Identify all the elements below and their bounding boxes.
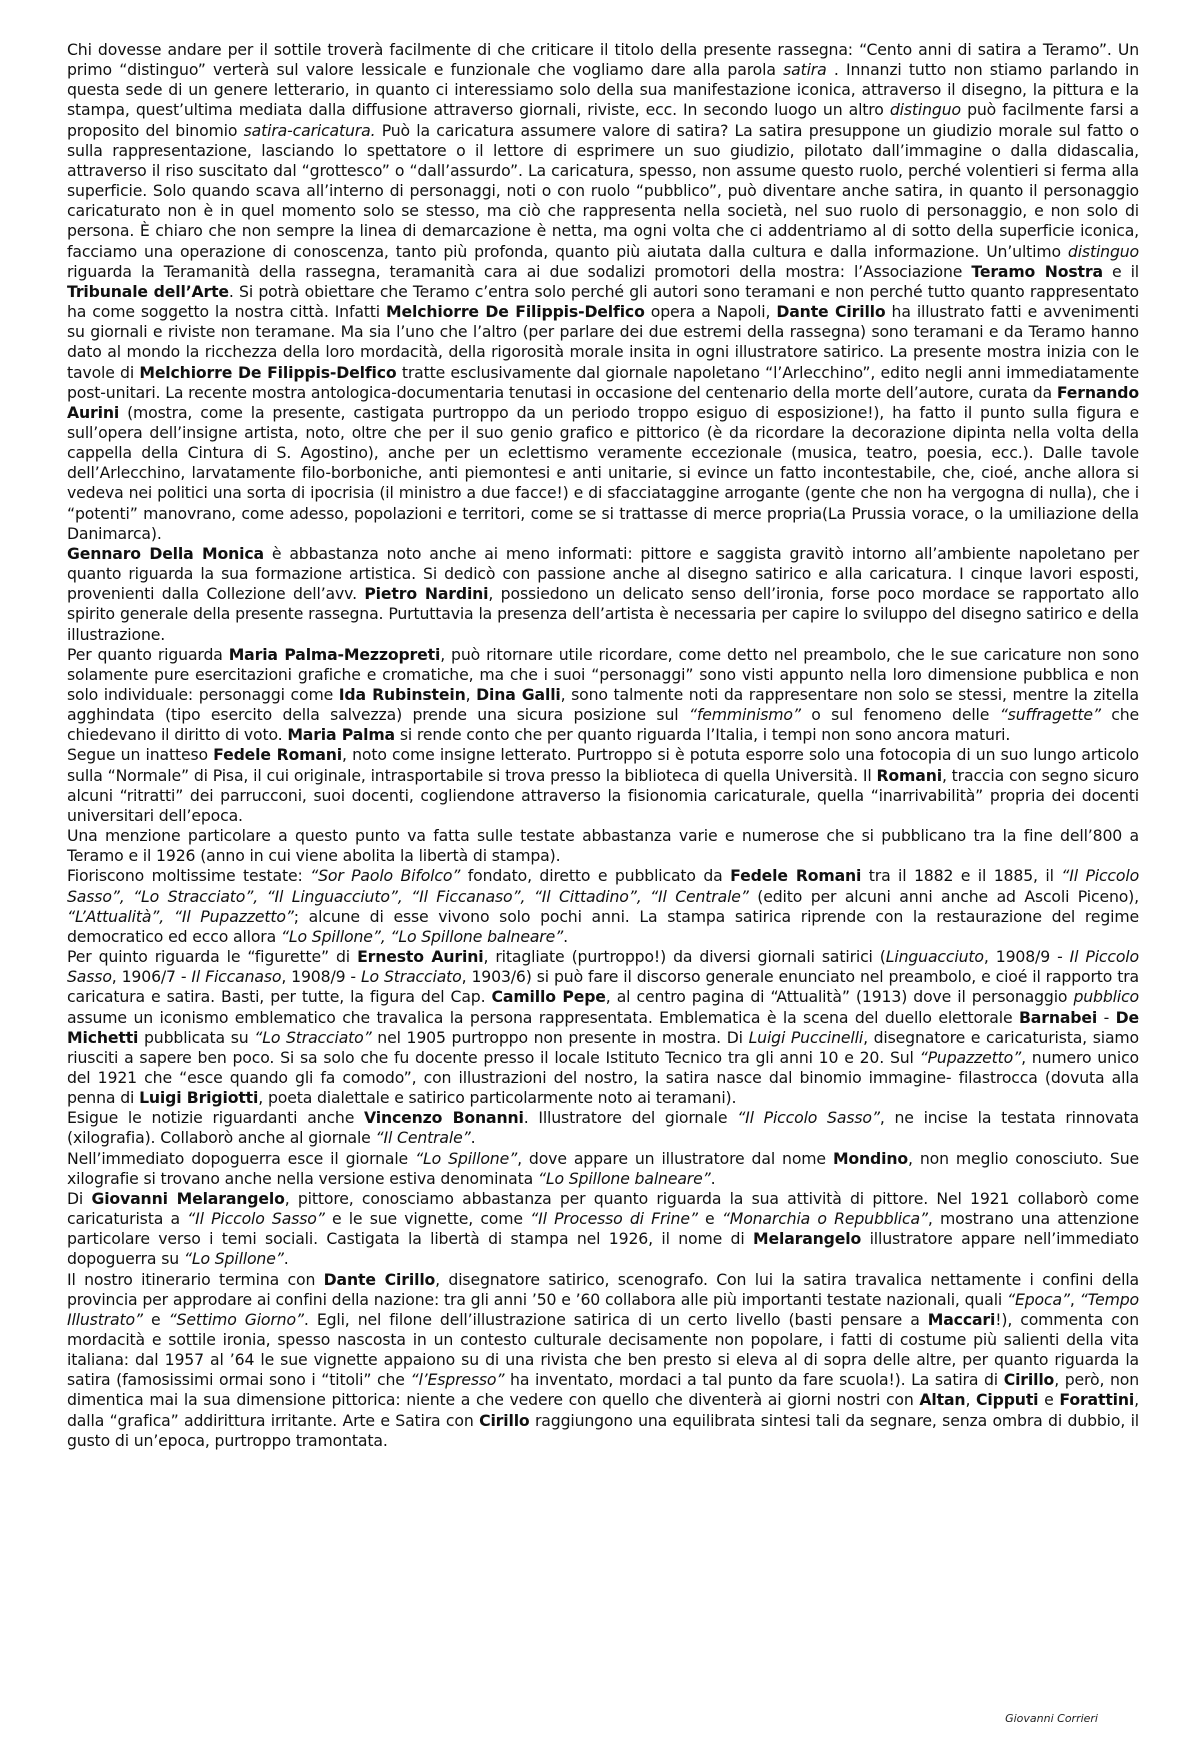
text-run: raggiungono una equilibrata sintesi tali da segnare, senza ombra di dubbio, il gusto di un’epoca, purtroppo tramontata. bbox=[67, 1410, 1140, 1450]
text-run: - bbox=[1097, 1007, 1116, 1027]
text-run: si rende conto che per quanto riguarda l’Italia, i tempi non sono ancora maturi. bbox=[395, 725, 1011, 745]
bold-text: Giovanni Melarangelo bbox=[91, 1188, 285, 1208]
bold-text: Cipputi bbox=[976, 1390, 1039, 1410]
text-run: Nell’immediato dopoguerra esce il giornale bbox=[67, 1148, 416, 1168]
text-run: Fioriscono moltissime testate: bbox=[67, 866, 311, 886]
italic-text: satira-caricatura. bbox=[243, 120, 376, 140]
article-body bbox=[67, 40, 1139, 1451]
italic-text: “Il Centrale” bbox=[375, 1128, 471, 1148]
article-paragraph bbox=[67, 645, 1139, 746]
text-run: . Illustratore del giornale bbox=[523, 1108, 738, 1128]
text-run: , disegnatore e caricaturista, siamo riusciti a sapere ben poco. Si sa solo che fu docente presso il locale Istituto Tecnico tra gli anni 10 e 20. Sul bbox=[67, 1027, 1139, 1067]
text-run: ha inventato, mordaci a tal punto da fare scuola!). La satira di bbox=[504, 1370, 1004, 1390]
text-run: tratte esclusivamente dal giornale napoletano “l’Arlecchino”, edito negli anni immediatamente post-unitari. La recente mostra antologica-documentaria tenutasi in occasione del centenario della morte dell’autore, curata da bbox=[67, 362, 1139, 402]
italic-text: “Epoca” bbox=[1006, 1289, 1070, 1309]
text-run: , dove appare un illustratore dal nome bbox=[517, 1148, 833, 1168]
italic-text: pubblico bbox=[1073, 987, 1139, 1007]
article-paragraph bbox=[67, 947, 1139, 1108]
italic-text: “Il Piccolo Sasso”, “Lo Stracciato”, “Il Linguacciuto”, “Il Ficcanaso”, “Il Cittadino”, “Il Centrale” bbox=[67, 866, 1140, 906]
italic-text: “Lo Spillone balneare” bbox=[537, 1168, 711, 1188]
text-run: , traccia con segno sicuro alcuni “ritratti” dei parrucconi, suoi docenti, cogliendone attraverso la fisionomia caricaturale, quella “inarrivabilità” propria dei docenti universitari dell’epoca. bbox=[67, 765, 1139, 825]
bold-text: Gennaro Della Monica bbox=[67, 543, 264, 563]
italic-text: “Settimo Giorno” bbox=[168, 1309, 304, 1329]
bold-text: Fedele Romani bbox=[730, 866, 862, 886]
text-run: che chiedevano il diritto di voto. bbox=[67, 705, 1140, 745]
text-run: , bbox=[465, 685, 477, 704]
text-run: , non meglio conosciuto. Sue xilografie si trovano anche nella versione estiva denominata bbox=[67, 1148, 1139, 1188]
italic-text: satira bbox=[783, 60, 827, 80]
bold-text: Altan bbox=[919, 1390, 966, 1410]
bold-text: De Michetti bbox=[67, 1007, 1139, 1047]
text-run: , bbox=[965, 1390, 977, 1410]
text-run: (edito per alcuni anni anche ad Ascoli Piceno), bbox=[748, 886, 1139, 906]
text-run: Chi dovesse andare per il sottile troverà facilmente di che criticare il titolo della presente rassegna: “Cento anni di satira a Teramo”. Un primo “distinguo” verterà sul valore lessicale e funzionale che vogliamo dare alla parola bbox=[67, 40, 1139, 80]
text-run: . bbox=[710, 1168, 716, 1188]
italic-text: “Lo Spillone”, “Lo Spillone balneare” bbox=[280, 926, 564, 946]
bold-text: Maccari bbox=[927, 1309, 996, 1329]
text-run: , poeta dialettale e satirico particolarmente noto ai teramani). bbox=[258, 1088, 737, 1108]
bold-text: Luigi Brigiotti bbox=[139, 1088, 259, 1108]
text-run: , può ritornare utile ricordare, come detto nel preambolo, che le sue caricature non sono solamente pure esercitazioni grafiche e cromatiche, ma che i suoi “personaggi” sono visti appunto nella loro dimensione pubblica e non solo individuale: personaggi come bbox=[67, 644, 1140, 704]
text-run: . Si potrà obiettare che Teramo c’entra solo perché gli autori sono teramani e non perché tutto quanto rappresentato ha come soggetto la nostra città. Infatti bbox=[67, 281, 1139, 322]
text-run: . bbox=[563, 926, 568, 946]
text-run: . Innanzi tutto non stiamo parlando in questa sede di un genere letterario, in quanto ci interessiamo solo della sua manifestazione iconica, attraverso il disegno, la pittura e la stampa, quest’ultima mediata dalla diffusione attraverso giornali, riviste, ecc. In secondo luogo un altro bbox=[67, 60, 1139, 120]
text-run: Per quinto riguarda le “figurette” di bbox=[67, 947, 358, 967]
text-run: Può la caricatura assumere valore di satira? La satira presuppone un giudizio morale sul fatto o sulla rappresentazione, lasciando lo spettatore o il lettore di esprimere un suo giudizio, pilotato dall’immagine o dalla didascalia, attraverso il riso suscitato dal “grottesco” o “dall’assurdo”. La caricatura, spesso, non assume questo ruolo, perché volentieri si ferma alla superficie. Solo quando scava all’interno di personaggi, noti o con ruolo “pubblico”, può diventare anche satira, in quanto il personaggio caricaturato non è in quel momento solo se stesso, ma ciò che rappresenta nella società, nel suo ruolo di personaggio, e non solo di persona. È chiaro che non sempre la linea di demarcazione è netta, ma ogni volta che ci addentriamo al di sotto della superficie iconica, facciamo una operazione di conoscenza, tanto più profonda, quanto più aiutata dalla cultura e dalla informazione. Un’ultimo bbox=[67, 120, 1139, 261]
bold-text: Melarangelo bbox=[753, 1229, 862, 1249]
text-run: , noto come insigne letterato. Purtroppo si è potuta esporre solo una fotocopia di un suo lungo articolo sulla “Normale” di Pisa, il cui originale, intrasportabile si trova presso la biblioteca di quella Università. Il bbox=[67, 745, 1139, 785]
bold-text: Dante Cirillo bbox=[776, 302, 886, 322]
bold-text: Fernando Aurini bbox=[67, 382, 1140, 422]
text-run: illustratore appare nell’immediato dopoguerra su bbox=[67, 1229, 1139, 1269]
bold-text: Dante Cirillo bbox=[323, 1269, 436, 1289]
article-paragraph bbox=[67, 745, 1139, 826]
text-run: , però, non dimentica mai la sua dimensione pittorica: niente a che vedere con quello che diventerà ai giorni nostri con bbox=[67, 1370, 1139, 1410]
text-run: nel 1905 purtroppo non presente in mostra. Di bbox=[371, 1027, 749, 1047]
italic-text: “l’Espresso” bbox=[410, 1370, 505, 1390]
text-run: Di bbox=[67, 1188, 92, 1208]
text-run: Il nostro itinerario termina con bbox=[67, 1269, 324, 1289]
italic-text: “Pupazzetto” bbox=[919, 1047, 1022, 1067]
italic-text: “femminismo” bbox=[688, 705, 801, 725]
text-run: e bbox=[142, 1309, 169, 1329]
bold-text: Cirillo bbox=[1003, 1370, 1055, 1390]
italic-text: “Lo Spillone” bbox=[183, 1249, 284, 1269]
text-run: Una menzione particolare a questo punto va fatta sulle testate abbastanza varie e numerose che si pubblicano tra la fine dell’800 a Teramo e il 1926 (anno in cui viene abolita la libertà di stampa). bbox=[67, 826, 1139, 866]
text-run: e bbox=[1038, 1390, 1060, 1410]
text-run: e le sue vignette, come bbox=[324, 1209, 531, 1229]
text-run: , mostrano una attenzione particolare verso i temi sociali. Castigata la libertà di stampa nel 1926, il nome di bbox=[67, 1209, 1139, 1249]
text-run: assume un iconismo emblematico che travalica la persona rappresentata. Emblematica è la scena del duello elettorale bbox=[67, 1007, 1019, 1027]
italic-text: “suffragette” bbox=[999, 705, 1101, 725]
text-run: può facilmente farsi a proposito del binomio bbox=[67, 100, 1139, 140]
text-run: Esigue le notizie riguardanti anche bbox=[67, 1108, 365, 1128]
text-run: , disegnatore satirico, scenografo. Con lui la satira travalica nettamente i confini della provincia per approdare ai confini della nazione: tra gli anni ’50 e ’60 collabora alle più importanti testate nazionali, quali bbox=[67, 1269, 1139, 1309]
bold-text: Mondino bbox=[832, 1148, 908, 1168]
italic-text: Il Ficcanaso bbox=[191, 967, 282, 987]
text-run: , pittore, conosciamo abbastanza per quanto riguarda la sua attività di pittore. Nel 1921 collaborò come caricaturista a bbox=[67, 1188, 1139, 1229]
text-run: e il bbox=[1102, 261, 1140, 281]
text-run: . bbox=[470, 1128, 476, 1148]
italic-text: distinguo bbox=[889, 100, 961, 120]
text-run: , ne incise la testata rinnovata (xilografia). Collaborò anche al giornale bbox=[67, 1108, 1139, 1148]
italic-text: “L’Attualità”, “Il Pupazzetto” bbox=[67, 906, 294, 926]
italic-text: “Sor Paolo Bifolco” bbox=[310, 866, 461, 886]
bold-text: Melchiorre De Filippis-Delfico bbox=[139, 362, 397, 382]
italic-text: Linguacciuto bbox=[885, 947, 984, 967]
italic-text: “Lo Spillone” bbox=[415, 1148, 518, 1168]
bold-text: Romani bbox=[876, 765, 942, 785]
bold-text: Cirillo bbox=[479, 1410, 530, 1430]
text-run: . Egli, nel filone dell’illustrazione satirica di un certo livello (basti pensare a bbox=[303, 1309, 928, 1329]
italic-text: “Lo Stracciato” bbox=[254, 1027, 372, 1047]
article-paragraph bbox=[67, 826, 1139, 866]
italic-text: Luigi Puccinelli bbox=[748, 1027, 864, 1047]
article-paragraph bbox=[67, 40, 1139, 544]
italic-text: “Il Processo di Frine” bbox=[530, 1209, 698, 1229]
bold-text: Tribunale dell’Arte bbox=[67, 281, 229, 301]
bold-text: Maria Palma bbox=[287, 725, 395, 745]
text-run: , possiedono un delicato senso dell’ironia, forse poco mordace se rapportato allo spirito generale della presente rassegna. Purtuttavia la presenza dell’artista è necessaria per capire lo sviluppo del disegno satirico e della illustrazione. bbox=[67, 584, 1139, 644]
article-paragraph bbox=[67, 544, 1139, 645]
text-run: , 1903/6) si può fare il discorso generale enunciato nel preambolo, e cioé il rapporto tra caricatura e satira. Basti, per tutte, la figura del Cap. bbox=[67, 967, 1139, 1007]
text-run: opera a Napoli, bbox=[644, 302, 777, 322]
bold-text: Pietro Nardini bbox=[364, 584, 489, 604]
bold-text: Fedele Romani bbox=[213, 745, 343, 765]
italic-text: “Tempo Illustrato” bbox=[67, 1289, 1139, 1329]
text-run: , 1908/9 - bbox=[983, 947, 1070, 967]
text-run: , dalla “grafica” addirittura irritante. Arte e Satira con bbox=[67, 1390, 1139, 1430]
italic-text: Lo Stracciato bbox=[360, 967, 462, 987]
text-run: , bbox=[1069, 1289, 1080, 1309]
text-run: , 1908/9 - bbox=[281, 967, 361, 987]
text-run: pubblicata su bbox=[138, 1027, 255, 1047]
text-run: , ritagliate (purtroppo!) da diversi giornali satirici ( bbox=[483, 947, 886, 967]
bold-text: Forattini bbox=[1059, 1390, 1135, 1410]
bold-text: Dina Galli bbox=[476, 685, 561, 704]
article-paragraph bbox=[67, 1189, 1139, 1270]
text-run: , 1906/7 - bbox=[111, 967, 192, 987]
text-run: tra il 1882 e il 1885, il bbox=[861, 866, 1062, 886]
text-run: o sul fenomeno delle bbox=[800, 705, 1000, 725]
italic-text: “Il Piccolo Sasso” bbox=[737, 1108, 880, 1128]
text-run: . bbox=[283, 1249, 289, 1269]
bold-text: Ernesto Aurini bbox=[357, 947, 484, 967]
text-run: , numero unico del 1921 che “esce quando gli fa comodo”, con illustrazioni del nostro, la satira nasce dal binomio immagine- filastrocca (dovuta alla penna di bbox=[67, 1047, 1139, 1108]
text-run: è abbastanza noto anche ai meno informati: pittore e saggista gravitò intorno all’ambiente napoletano per quanto riguarda la sua formazione artistica. Si dedicò con passione anche al disegno satirico e alla caricatura. I cinque lavori esposti, provenienti dalla Collezione dell’avv. bbox=[67, 543, 1139, 604]
article-paragraph bbox=[67, 1149, 1139, 1189]
italic-text: Il Piccolo Sasso bbox=[67, 947, 1139, 987]
text-run: (mostra, come la presente, castigata purtroppo da un periodo troppo esiguo di esposizione!), ha fatto il punto sulla figura e sull’opera dell’insigne artista, noto, oltre che per il suo genio grafico e pittorico (è da ricordare la decorazione dipinta nella volta della cappella della Cintura di S. Agostino), anche per un eclettismo veramente eccezionale (musica, teatro, poesia, ecc.). Dalle tavole dell’Arlecchino, larvatamente filo-borboniche, anti piemontesi e anti unitarie, si evince un fatto incontestabile, che, cioé, anche allora si vedeva nei politici una sorta di ipocrisia (il ministro a due facce!) e di sfacciataggine arrogante (gente che non ha vergogna di nulla), che i “potenti” manovrano, come adesso, popolazioni e territori, come se si trattasse di merce propria(La Prussia vorace, o la umiliazione della Danimarca). bbox=[67, 402, 1139, 543]
bold-text: Maria Palma-Mezzopreti bbox=[228, 644, 441, 664]
italic-text: “Monarchia o Repubblica” bbox=[721, 1209, 928, 1229]
text-run: , sono talmente noti da rappresentare non solo se stessi, mentre la zitella agghindata (tipo esercito della salvezza) prende una sicura posizione sul bbox=[67, 685, 1139, 725]
bold-text: Teramo Nostra bbox=[971, 261, 1103, 281]
bold-text: Melchiorre De Filippis-Delfico bbox=[386, 302, 645, 322]
bold-text: Vincenzo Bonanni bbox=[364, 1108, 524, 1128]
text-run: fondato, diretto e pubblicato da bbox=[460, 866, 731, 886]
text-run: Segue un inatteso bbox=[67, 745, 214, 765]
text-run: , al centro pagina di “Attualità” (1913) dove il personaggio bbox=[605, 987, 1074, 1007]
text-run: Per quanto riguarda bbox=[67, 644, 229, 664]
article-paragraph bbox=[67, 1108, 1139, 1148]
text-run: e bbox=[697, 1209, 722, 1229]
bold-text: Barnabei bbox=[1018, 1007, 1098, 1027]
article-paragraph bbox=[67, 1270, 1139, 1451]
text-run: ha illustrato fatti e avvenimenti su giornali e riviste non teramane. Ma sia l’uno che l’altro (per parlare dei due estremi della rassegna) sono teramani e da Teramo hanno dato al mondo la ricchezza della loro mordacità, della rigorosità morale insita in ogni illustratore satirico. La presente mostra inizia con le tavole di bbox=[67, 302, 1139, 382]
bold-text: Ida Rubinstein bbox=[338, 685, 466, 704]
text-run: !), commenta con mordacità e sottile ironia, spesso nascosta in un contesto culturale decisamente non popolare, i fatti di costume più salienti della vita italiana: dal 1957 al ’64 le sue vignette appaiono su di una rivista che ben presto si eleva al di sopra delle altre, per quanto riguarda la satira (famosissimi ormai sono i “titoli” che bbox=[67, 1309, 1139, 1390]
text-run: riguarda la Teramanità della rassegna, teramanità cara ai due sodalizi promotori della mostra: l’Associazione bbox=[67, 261, 972, 281]
italic-text: distinguo bbox=[1067, 241, 1139, 261]
text-run: ; alcune di esse vivono solo pochi anni. La stampa satirica riprende con la restaurazione del regime democratico ed ecco allora bbox=[67, 906, 1139, 946]
author-signature: Giovanni Corrieri bbox=[1005, 1712, 1098, 1725]
italic-text: “Il Piccolo Sasso” bbox=[187, 1209, 325, 1229]
bold-text: Camillo Pepe bbox=[491, 987, 606, 1007]
article-paragraph bbox=[67, 866, 1139, 947]
